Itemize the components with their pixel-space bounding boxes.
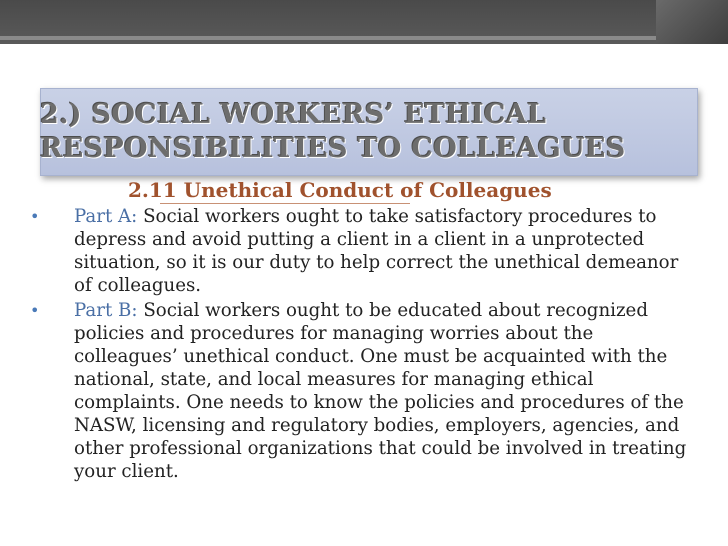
corner-decoration (656, 0, 728, 44)
slide-title: 2.) SOCIAL WORKERS’ ETHICAL RESPONSIBILITIES TO COLLEAGUES (40, 99, 626, 164)
bullet-lead-part-a: Part A: (74, 206, 138, 227)
slide-subtitle: 2.11 Unethical Conduct of Colleagues (128, 178, 552, 202)
bullet-text-part-b: Social workers ought to be educated about recognized policies and procedures for managing worries about the colleagues’ unethical conduct. One must be acquainted with the national, state, and local measures for managing ethical complaints. One needs to know the policies and procedures of the NASW, licensing and regulatory bodies, employers, agencies, and other professional organizations that could be involved in treating your client. (74, 300, 687, 482)
bullet-text-part-a: Social workers ought to take satisfactory procedures to depress and avoid putting a client in a client in a unprotected situation, so it is our duty to help correct the unethical demeanor of colleagues. (74, 206, 679, 296)
bullet-dot-icon: • (30, 301, 40, 320)
bullet-lead-part-b: Part B: (74, 300, 138, 321)
bullet-list (22, 205, 694, 485)
bullet-item-part-a (22, 205, 694, 297)
subtitle-underline (160, 203, 410, 204)
bullet-item-part-b (22, 299, 694, 483)
top-accent-line (0, 36, 728, 40)
bullet-dot-icon: • (30, 207, 40, 226)
